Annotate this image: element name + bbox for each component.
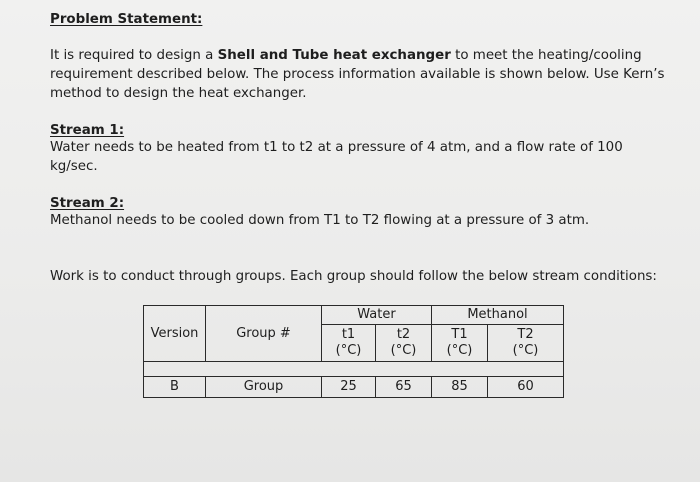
T2-header: T2	[517, 327, 534, 342]
intro-line-1-bold: Shell and Tube heat exchanger	[217, 48, 451, 63]
table-row	[144, 377, 564, 398]
stream1-line-1: Water needs to be heated from t1 to t2 at a pressure of 4 atm, and a flow rate of 100	[50, 140, 623, 155]
t2-unit: (°C)	[390, 343, 417, 358]
stream1-line-2: kg/sec.	[50, 159, 98, 174]
intro-line-1-pre: It is required to design a	[50, 48, 218, 63]
t1-unit: (°C)	[335, 343, 362, 358]
work-text: Work is to conduct through groups. Each group should follow the below stream conditions:	[50, 269, 657, 284]
t1-header: t1	[341, 327, 356, 342]
T2-unit: (°C)	[512, 343, 539, 358]
group-cell: Group	[206, 377, 322, 398]
t2-header: t2	[396, 327, 411, 342]
t2-cell: 65	[376, 377, 432, 398]
T1-header-cell	[432, 325, 488, 362]
table-spacer-row	[144, 362, 564, 377]
page-title: Problem Statement:	[50, 12, 203, 27]
stream2-line-1: Methanol needs to be cooled down from T1 to T2 flowing at a pressure of 3 atm.	[50, 213, 590, 228]
stream2-title: Stream 2:	[50, 196, 125, 211]
water-header: Water	[322, 306, 432, 325]
methanol-header: Methanol	[432, 306, 564, 325]
intro-line-1	[50, 46, 642, 65]
intro-line-3: method to design the heat exchanger.	[50, 86, 307, 101]
table-header-row-top	[144, 306, 564, 325]
T1-header: T1	[451, 327, 468, 342]
T1-unit: (°C)	[446, 343, 473, 358]
T2-header-cell	[488, 325, 564, 362]
stream1-title: Stream 1:	[50, 123, 125, 138]
version-header: Version	[144, 306, 206, 362]
stream-conditions-table	[143, 305, 564, 398]
t1-cell: 25	[322, 377, 376, 398]
intro-line-1-post: to meet the heating/cooling	[450, 48, 642, 63]
group-header: Group #	[206, 306, 322, 362]
t2-header-cell	[376, 325, 432, 362]
version-cell: B	[144, 377, 206, 398]
t1-header-cell	[322, 325, 376, 362]
table-spacer-cell	[144, 362, 564, 377]
T1-cell: 85	[432, 377, 488, 398]
T2-cell: 60	[488, 377, 564, 398]
intro-line-2: requirement described below. The process information available is shown below. Use Kern’s	[50, 67, 665, 82]
